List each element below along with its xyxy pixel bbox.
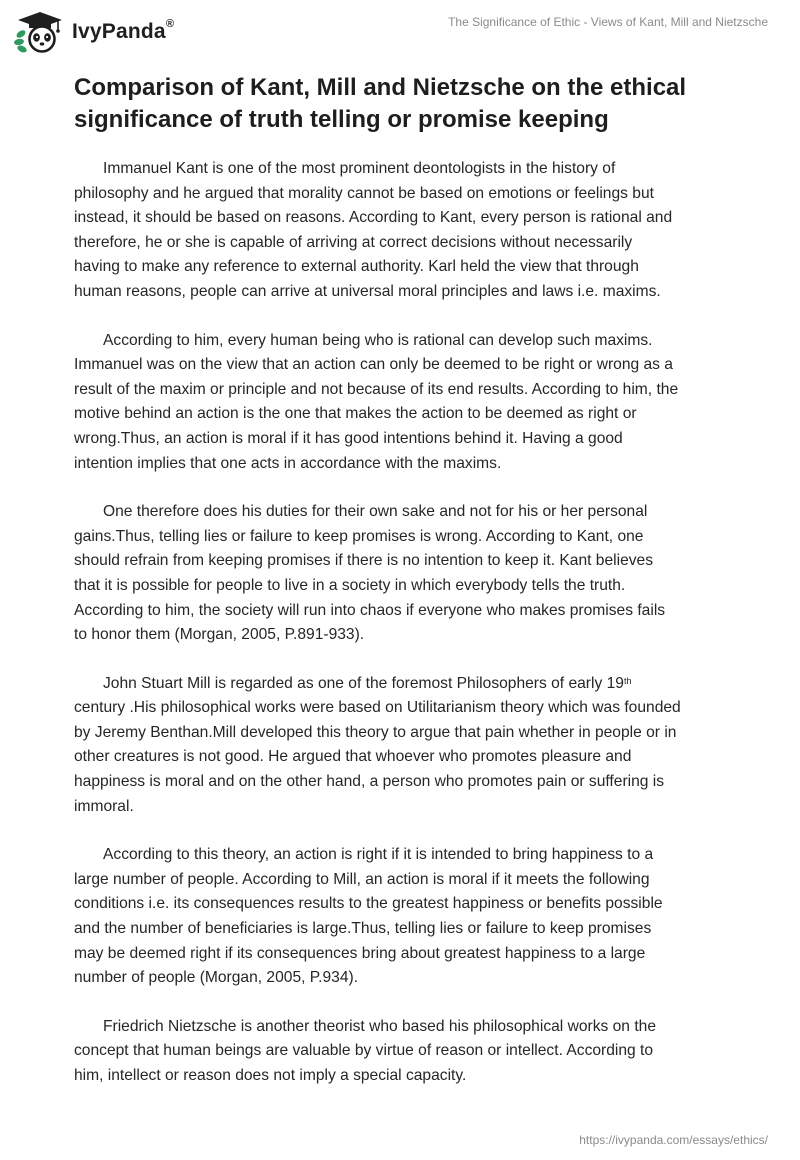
text-line: According to this theory, an action is right if it is intended to bring happiness to a — [103, 846, 654, 864]
text-line: and the number of beneficiaries is large.Thus, telling lies or failure to keep promises — [74, 920, 652, 938]
ivypanda-logo[interactable] — [14, 9, 204, 55]
article-body — [74, 157, 734, 1113]
text-line: to honor them (Morgan, 2005, P.891-933). — [74, 626, 365, 644]
text-line: having to make any reference to external authority. Karl held the view that through — [74, 258, 639, 276]
text-line: conditions i.e. its consequences results to the greatest happiness or benefits possible — [74, 895, 663, 913]
text-line: instead, it should be based on reasons. According to Kant, every person is rational and — [74, 209, 673, 227]
text-line: gains.Thus, telling lies or failure to keep promises is wrong. According to Kant, one — [74, 527, 644, 545]
page-heading — [74, 72, 734, 136]
text-line: therefore, he or she is capable of arriving at correct decisions without necessarily — [74, 233, 633, 251]
text-line: may be deemed right if its consequences bring about greatest happiness to a large — [74, 944, 646, 962]
text-line: human reasons, people can arrive at universal moral principles and laws i.e. maxims. — [74, 282, 661, 300]
text-line: concept that human beings are valuable by virtue of reason or intellect. According to — [74, 1042, 654, 1060]
page-header — [0, 0, 800, 64]
text-line: One therefore does his duties for their own sake and not for his or her personal — [103, 503, 648, 521]
text-line: motive behind an action is the one that makes the action to be deemed as right or — [74, 405, 637, 423]
paragraph-mill-utilitarianism — [74, 843, 734, 991]
text-line: intention implies that one acts in accordance with the maxims. — [74, 454, 502, 472]
paragraph-kant-promises — [74, 500, 734, 648]
text-line: According to him, every human being who is rational can develop such maxims. — [103, 331, 653, 349]
text-line: happiness is moral and on the other hand, a person who promotes pain or suffering is — [74, 773, 665, 791]
brand-name: IvyPanda® — [72, 18, 175, 43]
superscript: th — [623, 675, 632, 686]
text-line: that it is possible for people to live in a society in which everybody tells the truth. — [74, 576, 626, 594]
panda-graduation-cap-icon — [14, 10, 66, 54]
heading-line: Comparison of Kant, Mill and Nietzsche on the ethical — [74, 74, 687, 101]
text-line: result of the maxim or principle and not because of its end results. According to him, the — [74, 380, 679, 398]
text-line: Immanuel Kant is one of the most prominent deontologists in the history of — [103, 160, 616, 177]
paragraph-nietzsche-intro — [74, 1015, 734, 1089]
text-line: by Jeremy Benthan.Mill developed this theory to argue that pain whether in people or in — [74, 723, 677, 741]
paragraph-kant-maxims — [74, 329, 734, 477]
text-line: Immanuel was on the view that an action can only be deemed to be right or wrong as a — [74, 356, 673, 374]
text-line: large number of people. According to Mill, an action is moral if it meets the following — [74, 870, 650, 888]
text-line: should refrain from keeping promises if there is no intention to keep it. Kant believes — [74, 552, 654, 570]
heading-line: significance of truth telling or promise keeping — [74, 106, 609, 133]
document-title: The Significance of Ethic - Views of Kant, Mill and Nietzsche — [448, 15, 768, 29]
text-line: wrong.Thus, an action is moral if it has good intentions behind it. Having a good — [74, 429, 623, 447]
text-line — [74, 672, 734, 697]
text-line: philosophy and he argued that morality cannot be based on emotions or feelings but — [74, 184, 654, 202]
paragraph-kant-intro — [74, 157, 734, 305]
text-line: him, intellect or reason does not imply a special capacity. — [74, 1067, 467, 1084]
paragraph-mill-intro — [74, 672, 734, 820]
text-line: Friedrich Nietzsche is another theorist who based his philosophical works on the — [103, 1017, 656, 1035]
text-line: According to him, the society will run into chaos if everyone who makes promises fails — [74, 601, 666, 619]
footer-url[interactable]: https://ivypanda.com/essays/ethics/ — [579, 1133, 768, 1147]
text-line: century .His philosophical works were based on Utilitarianism theory which was founded — [74, 699, 681, 717]
text-line: number of people (Morgan, 2005, P.934). — [74, 969, 359, 987]
text-line: immoral. — [74, 797, 134, 815]
text-fragment: John Stuart Mill is regarded as one of the foremost Philosophers of early 19 — [103, 674, 624, 692]
text-line: other creatures is not good. He argued that whoever who promotes pleasure and — [74, 748, 632, 766]
